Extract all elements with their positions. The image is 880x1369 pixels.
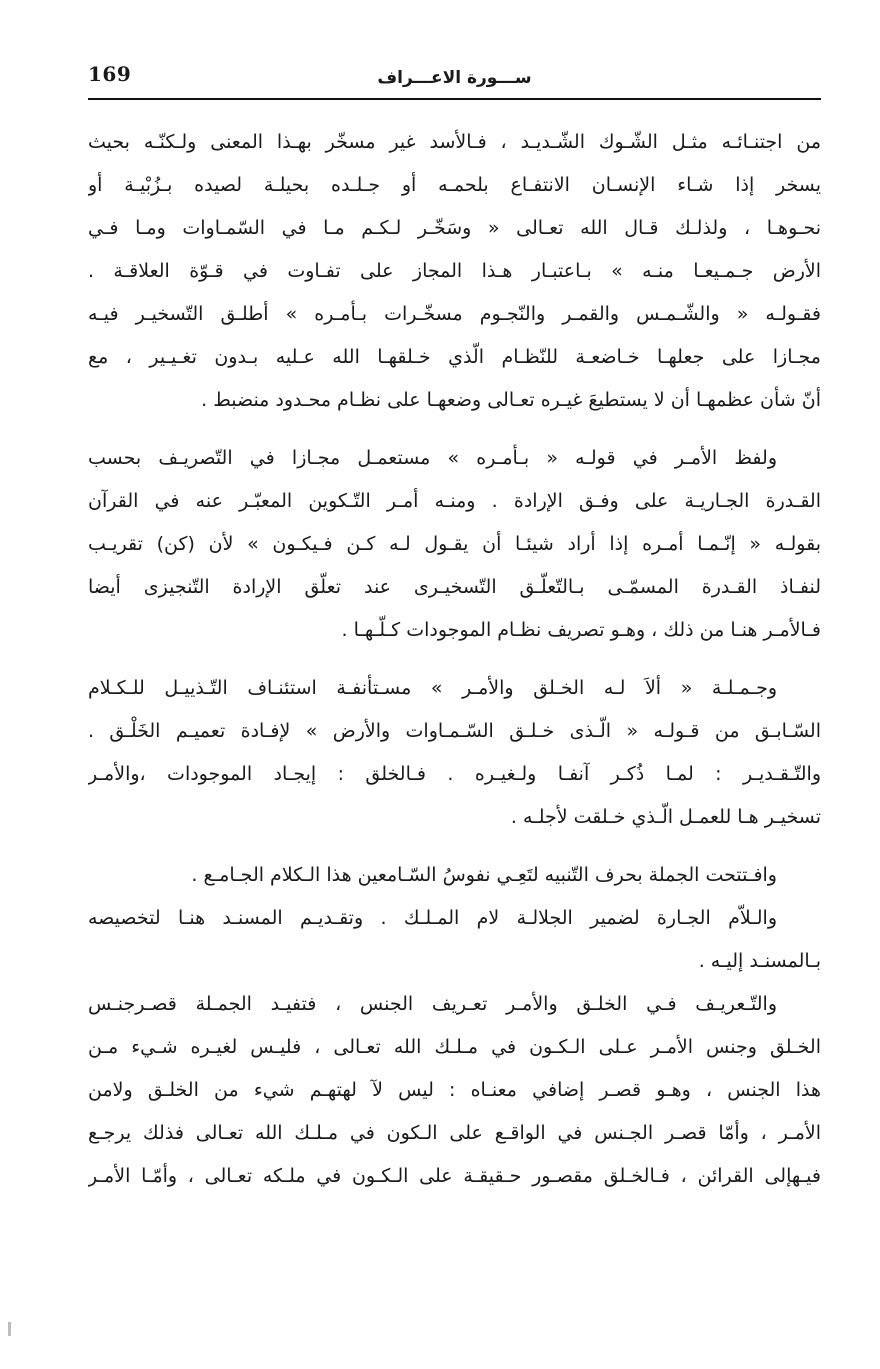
paragraph-gap bbox=[88, 652, 821, 667]
text-line: مجـازا على جعلهـا خـاضعـة للنّظـام الّذي خـلقهـا الله عـليه بـدون تغـيـير ، مع bbox=[88, 346, 821, 368]
text-line: فيـهإلى القرائن ، فـالخـلق مقصـور حـقيقـة على الـكـون في ملـكه تعـالى ، وأمّـا الأمـر bbox=[88, 1165, 821, 1187]
page-header bbox=[88, 60, 821, 100]
text-line: فـالأمـر هنـا من ذلك ، وهـو تصريف نظـام الموجودات كـلّـهـا . bbox=[341, 619, 821, 641]
paragraph-gap bbox=[88, 422, 821, 437]
paragraph bbox=[88, 983, 821, 1198]
text-line: الخـلق وجنس الأمـر عـلى الـكـون في مـلـك الله تعـالى ، فليـس لغيـره شـيء مـن bbox=[88, 1036, 821, 1058]
text-line: بـالمسنـد إليـه . bbox=[698, 950, 821, 972]
paragraph bbox=[88, 854, 821, 897]
paragraph-gap bbox=[88, 839, 821, 854]
text-line: وجـمـلـة « ألاَ لـه الخـلق والأمـر » مسـتأنفـة استئنـاف التّـذييـل للـكـلام bbox=[88, 677, 777, 699]
text-line: ولفظ الأمـر في قولـه « بـأمـره » مستعمـل مجـازا في التّصريـف بحسب bbox=[88, 447, 777, 469]
text-line: وافـتتحت الجملة بحرف التّنبيه لتَعِـي نفوسُ السّـامعين هذا الـكلام الجـامـع . bbox=[191, 864, 777, 886]
running-title: ســـورة الاعـــراف bbox=[377, 68, 532, 88]
paragraph bbox=[88, 121, 821, 422]
text-line: السّـابـق من قـولـه « الّـذى خـلـق السّـمـاوات والأرض » لإفـادة تعميـم الخَلْـق . bbox=[88, 720, 821, 742]
paragraph bbox=[88, 897, 821, 983]
text-line: نحـوهـا ، ولذلـك قـال الله تعـالى « وسَخّـر لـكـم مـا في السّمـاوات ومـا فـي bbox=[88, 217, 821, 239]
paragraph bbox=[88, 437, 821, 652]
text-line: فقـولـه « والشّـمـس والقمـر والنّجـوم مسخّـرات بـأمـره » أطلـق التّسخيـر فيـه bbox=[88, 303, 821, 325]
text-line: والتّـعريـف فـي الخلـق والأمـر تعـريف الجنس ، فتفيـد الجمـلة قصـرجنـس bbox=[88, 993, 777, 1015]
text-line: يسخر إذا شـاء الإنسـان الانتفـاع بلحمـه أو جـلـده بحيلـة لصيده بـزُبْيـة أو bbox=[88, 174, 821, 196]
text-line: القـدرة الجـاريـة على وفـق الإرادة . ومنـه أمـر التّـكوين المعبّـر عنه في القرآن bbox=[88, 490, 821, 512]
text-line: والتّـقـديـر : لمـا ذُكـر آنفـا ولـغيـره . فـالخلق : إيجـاد الموجودات ،والأمـر bbox=[88, 763, 821, 785]
text-line: أنّ شأن عظمهـا أن لا يستطيعَ غيـره تعـالى وضعهـا على نظـام محـدود منضبط . bbox=[201, 389, 821, 411]
header-rule bbox=[88, 98, 821, 100]
text-line: الأمـر ، وأمّا قصـر الجـنس في الواقـع على الـكون في مـلـك الله تعـالى فذلك يرجـع bbox=[88, 1122, 821, 1144]
text-line: بقولـه « إنّـمـا أمـره إذا أراد شيئـا أن يقـول لـه كـن فـيكـون » لأن (كن) تقريـب bbox=[88, 533, 821, 555]
text-line: الأرض جـمـيعـا منـه » بـاعتبـار هـذا المجاز على تفـاوت في قـوّة العلاقـة . bbox=[88, 260, 821, 282]
scan-edge-mark bbox=[8, 1322, 11, 1336]
page-number: 169 bbox=[88, 62, 132, 86]
text-line: تسخيـر هـا للعمـل الّـذي خـلقت لأجلـه . bbox=[510, 806, 821, 828]
body-text bbox=[88, 121, 821, 1198]
text-line: هذا الجنس ، وهـو قصـر إضافي معنـاه : ليس لآ لهتهـم شيء من الخلـق ولامن bbox=[88, 1079, 821, 1101]
text-line: لنفـاذ القـدرة المسمّـى بـالتّعلّـق التّسخيـرى عند تعلّق الإرادة التّنجيزى أيضا bbox=[88, 576, 821, 598]
text-line: والـلاّم الجـارة لضمير الجلالـة لام المـلـك . وتقـديـم المسنـد هنـا لتخصيصه bbox=[88, 907, 777, 929]
paragraph bbox=[88, 667, 821, 839]
text-line: من اجتنـائـه مثـل الشّـوك الشّـديـد ، فـالأسد غير مسخّر بهـذا المعنى ولـكنّـه بحيث bbox=[88, 131, 821, 153]
